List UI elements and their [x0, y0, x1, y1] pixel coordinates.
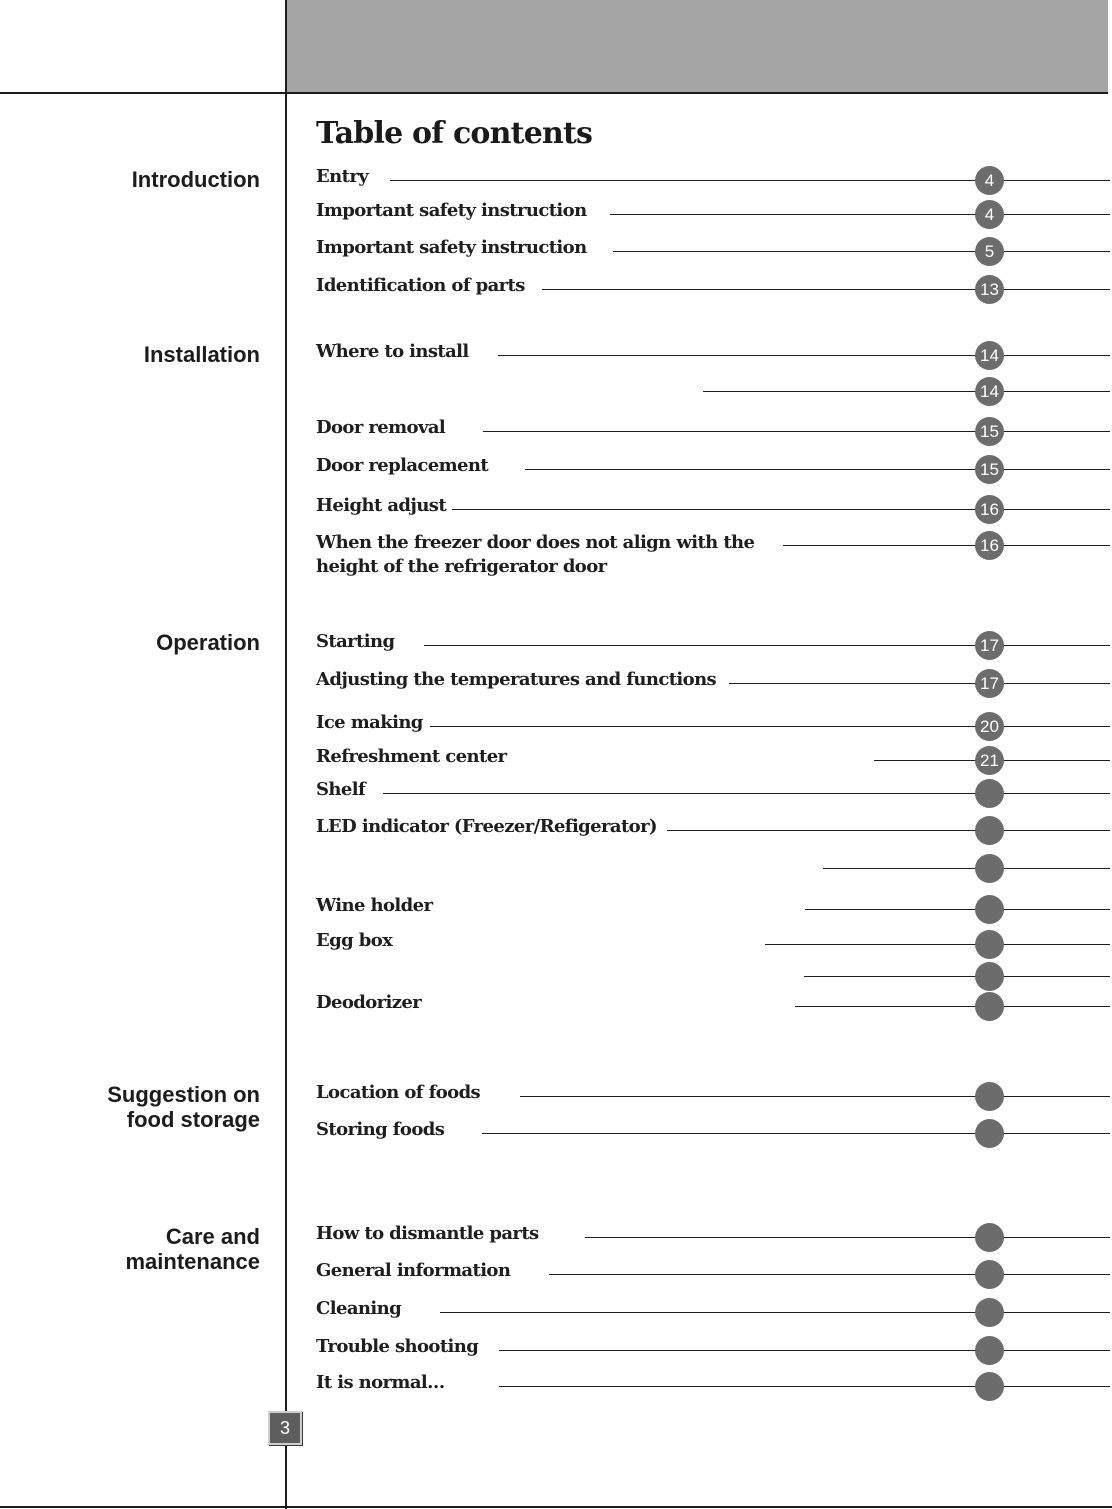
toc-entry-label: Starting [316, 631, 395, 652]
section-introduction: Introduction [131, 167, 260, 192]
leader-line [783, 545, 1110, 546]
toc-entry-label: Door replacement [316, 455, 489, 476]
leader-line [499, 1350, 1110, 1351]
header-band [286, 0, 1108, 93]
bottom-rule [0, 1506, 1112, 1508]
leader-line [823, 868, 1110, 869]
toc-entry-label: Important safety instruction [316, 200, 587, 221]
page-number-circle: 5 [975, 237, 1004, 266]
toc-entry[interactable] [0, 1298, 1112, 1319]
toc-entry[interactable] [0, 868, 1112, 869]
section-installation: Installation [143, 342, 260, 367]
toc-entry[interactable] [0, 532, 1112, 577]
toc-entry-label: Shelf [316, 779, 366, 800]
page-number-circle: 16 [975, 495, 1004, 524]
leader-line [613, 251, 1110, 252]
leader-line [499, 1386, 1110, 1387]
leader-line [525, 469, 1110, 470]
section-care-and-maintenance: Care and maintenance [125, 1224, 260, 1274]
toc-entry-label: How to dismantle parts [316, 1223, 539, 1244]
page-number-badge: 3 [268, 1411, 302, 1445]
toc-entry[interactable] [0, 779, 1112, 800]
page-number-circle: 15 [975, 417, 1004, 446]
leader-line [482, 1133, 1110, 1134]
toc-entry-label: Adjusting the temperatures and functions [316, 669, 717, 690]
leader-line [667, 830, 1110, 831]
page-number-circle [975, 895, 1004, 924]
page-number-circle: 14 [975, 341, 1004, 370]
page-number-circle: 15 [975, 455, 1004, 484]
toc-entry[interactable] [0, 417, 1112, 441]
page-number-circle [975, 816, 1004, 845]
leader-line [430, 726, 1110, 727]
toc-entry[interactable] [0, 669, 1112, 693]
toc-entry-label: Entry [316, 166, 369, 187]
toc-entry[interactable] [0, 495, 1112, 519]
page-number-circle: 16 [975, 531, 1004, 560]
toc-entry[interactable] [0, 930, 1112, 951]
toc-entry-label: Refreshment center [316, 746, 507, 767]
toc-entry[interactable] [0, 1336, 1112, 1357]
page-number-circle [975, 962, 1004, 991]
toc-entry[interactable] [0, 746, 1112, 770]
toc-entry[interactable] [0, 816, 1112, 837]
toc-entry-label: LED indicator (Freezer/Refigerator) [316, 816, 657, 837]
toc-entry[interactable] [0, 1260, 1112, 1281]
page-number-circle [975, 854, 1004, 883]
leader-line [424, 645, 1110, 646]
page-number-circle: 17 [975, 631, 1004, 660]
toc-entry[interactable] [0, 976, 1112, 977]
toc-entry-label: Identification of parts [316, 275, 525, 296]
toc-entry[interactable] [0, 895, 1112, 916]
toc-entry-label: Deodorizer [316, 992, 422, 1013]
page-number-circle: 21 [975, 746, 1004, 775]
toc-entry-label: General information [316, 1260, 511, 1281]
leader-line [805, 909, 1110, 910]
toc-entry[interactable] [0, 1223, 1112, 1244]
toc-entry-label: Egg box [316, 930, 393, 951]
toc-entry-label: When the freezer door does not align with the height of the refrigerator door [316, 532, 755, 577]
leader-line [729, 683, 1110, 684]
leader-line [795, 1006, 1110, 1007]
toc-entry[interactable] [0, 1082, 1112, 1103]
page-number-circle [975, 779, 1004, 808]
toc-entry[interactable] [0, 712, 1112, 736]
leader-line [452, 509, 1110, 510]
page-number-circle: 13 [975, 275, 1004, 304]
leader-line [520, 1096, 1110, 1097]
leader-line [542, 289, 1110, 290]
page-number-circle [975, 930, 1004, 959]
toc-entry-label: Ice making [316, 712, 423, 733]
page-number-circle [975, 1119, 1004, 1148]
page-number-circle [975, 1260, 1004, 1289]
page-number-circle: 4 [975, 200, 1004, 229]
page-number-circle: 4 [975, 166, 1004, 195]
toc-entry-label: Storing foods [316, 1119, 445, 1140]
toc-entry[interactable] [0, 992, 1112, 1013]
toc-entry-label: Important safety instruction [316, 237, 587, 258]
vertical-rule [285, 0, 287, 1509]
page-number-circle: 14 [975, 377, 1004, 406]
toc-entry[interactable] [0, 1372, 1112, 1393]
page-title: Table of contents [316, 116, 593, 151]
toc-entry-label: Where to install [316, 341, 469, 362]
page-number-circle [975, 1298, 1004, 1327]
page-number-circle [975, 1336, 1004, 1365]
page-number-circle: 17 [975, 669, 1004, 698]
toc-entry-label: Door removal [316, 417, 446, 438]
leader-line [703, 391, 1110, 392]
page-number-circle [975, 992, 1004, 1021]
toc-entry-label: Trouble shooting [316, 1336, 479, 1357]
leader-line [610, 214, 1110, 215]
toc-entry-label: Cleaning [316, 1298, 402, 1319]
toc-entry-label: Height adjust [316, 495, 447, 516]
page-number-circle [975, 1082, 1004, 1111]
leader-line [498, 355, 1110, 356]
leader-line [440, 1312, 1110, 1313]
toc-entry[interactable] [0, 275, 1112, 299]
leader-line [483, 431, 1110, 432]
toc-entry[interactable] [0, 455, 1112, 479]
leader-line [765, 944, 1110, 945]
section-operation: Operation [156, 630, 260, 655]
toc-entry[interactable] [0, 237, 1112, 261]
toc-entry[interactable] [0, 200, 1112, 224]
toc-entry[interactable] [0, 382, 1112, 401]
section-suggestion-on-food-storage: Suggestion on food storage [107, 1082, 260, 1132]
leader-line [804, 976, 1110, 977]
page-number-circle: 20 [975, 712, 1004, 741]
page-number-circle [975, 1372, 1004, 1401]
leader-line [549, 1274, 1110, 1275]
toc-entry-label: Wine holder [316, 895, 433, 916]
header-rule [0, 92, 1108, 94]
toc-entry[interactable] [0, 1119, 1112, 1140]
toc-entry-label: Location of foods [316, 1082, 481, 1103]
page-number-circle [975, 1223, 1004, 1252]
leader-line [585, 1237, 1110, 1238]
toc-entry-label: It is normal… [316, 1372, 445, 1393]
